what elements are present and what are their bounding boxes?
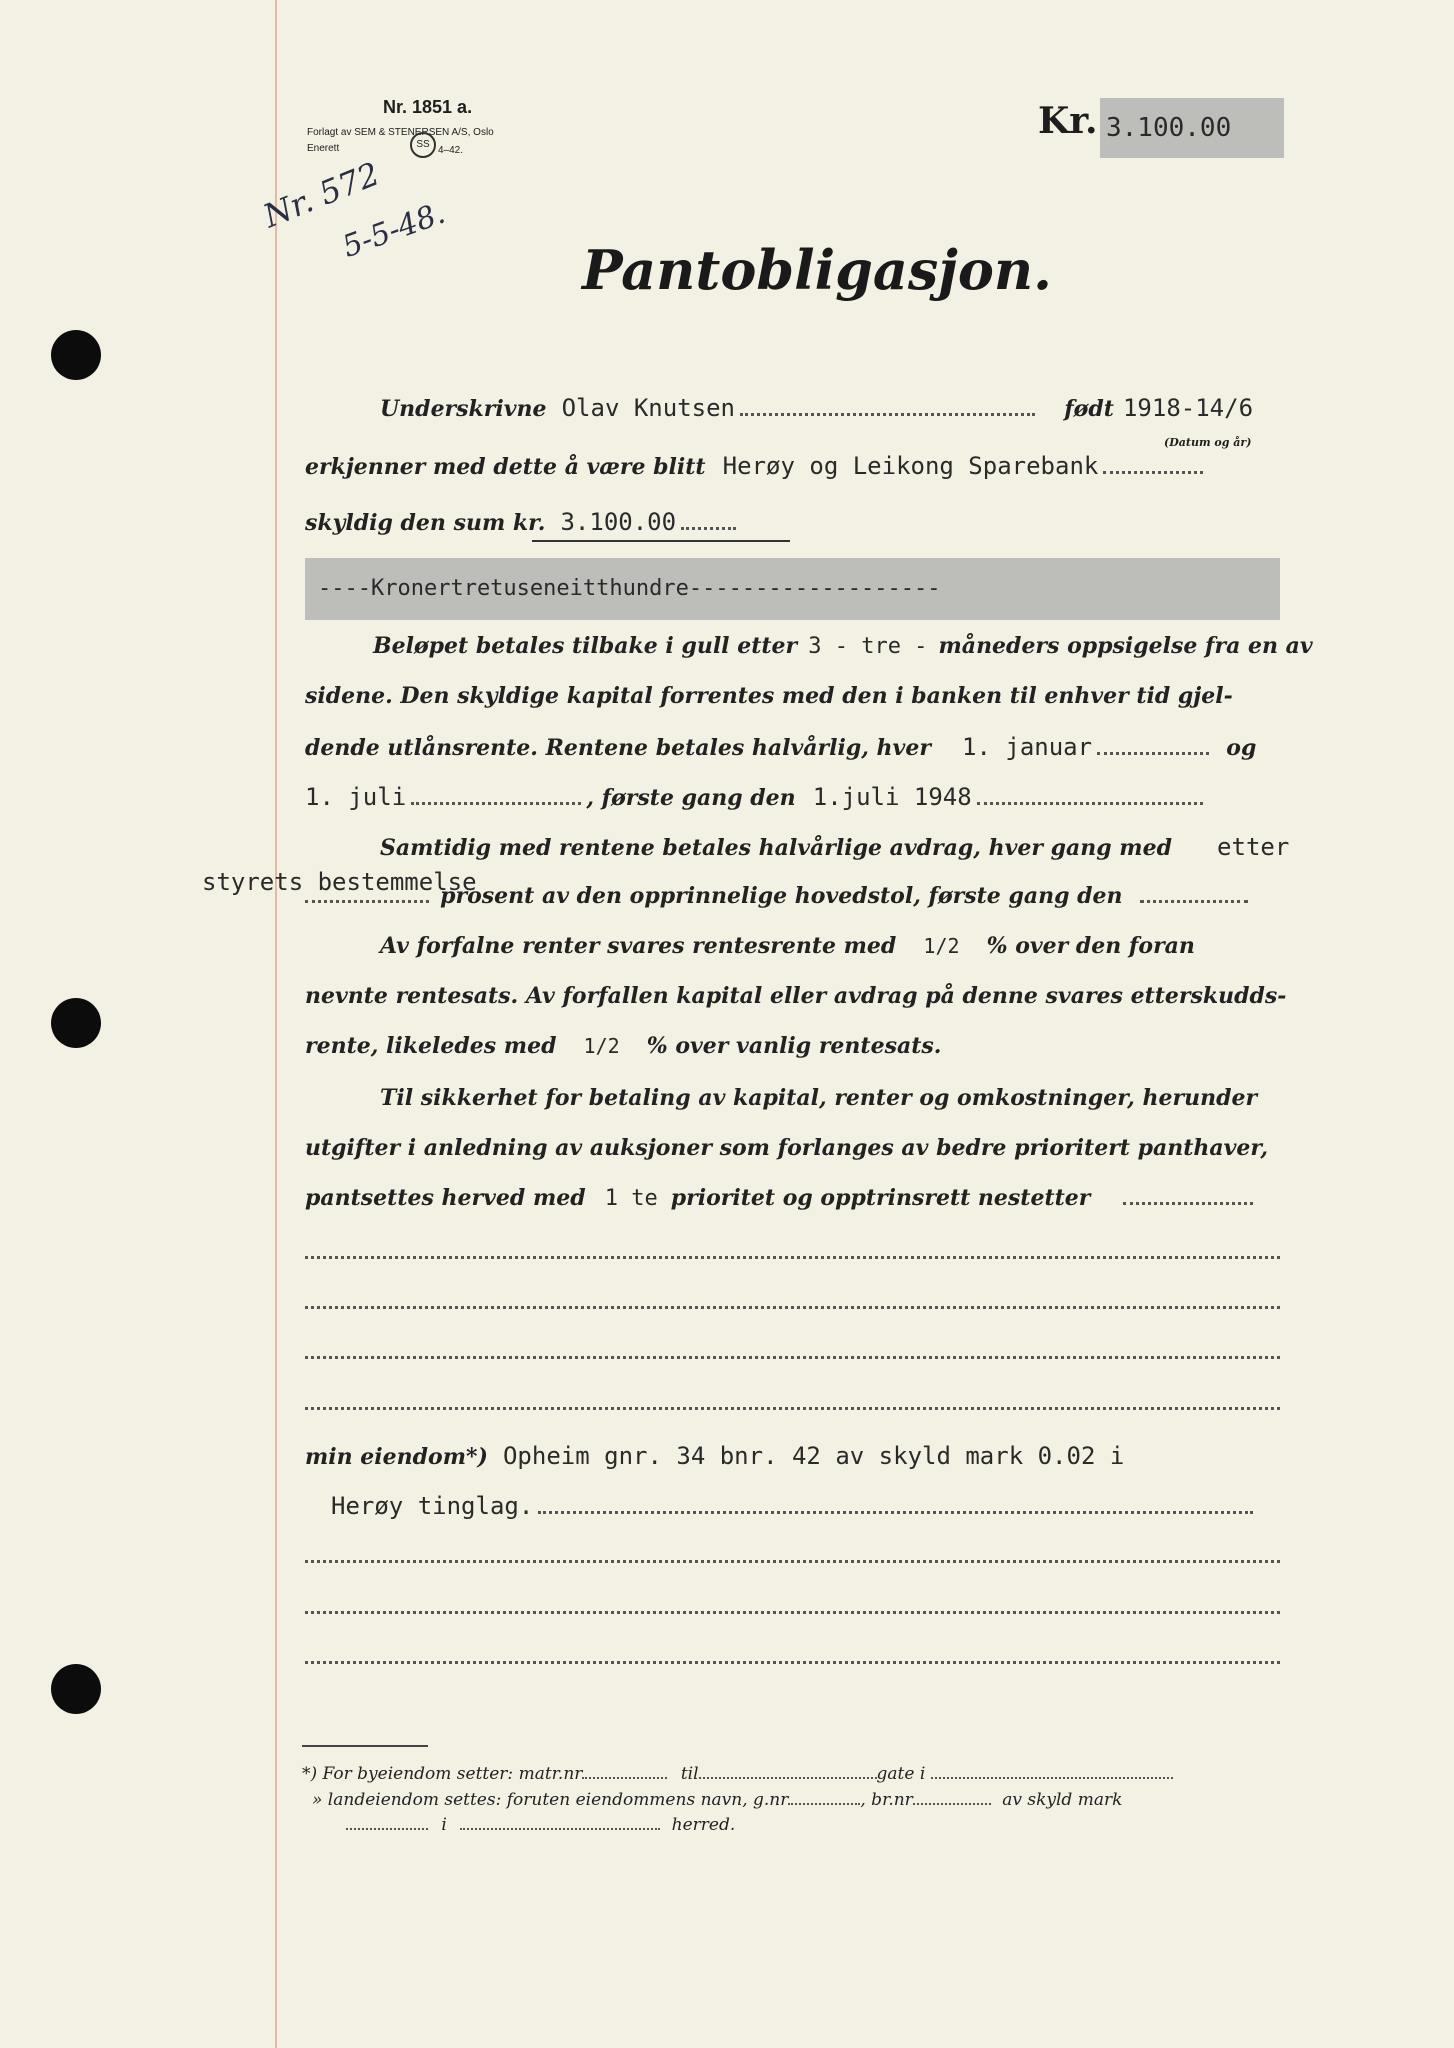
para1-line2: sidene. Den skyldige kapital forrentes med den i banken til enhver tid gjel- xyxy=(305,683,1233,709)
form-number: Nr. 1851 a. xyxy=(383,97,473,117)
publisher-logo: SS xyxy=(410,132,436,158)
para1-line4: 1. juli , første gang den 1.juli 1948 xyxy=(305,783,1280,817)
installment-typed-2: styrets bestemmelse xyxy=(202,868,477,896)
footnote-line3: i herred. xyxy=(346,1815,735,1835)
footnote-line2: » landeiendom settes: foruten eiendommens navn, g.nr , br.nr av skyld mark xyxy=(312,1790,1123,1810)
installment-typed: etter xyxy=(1217,833,1290,861)
footnote-rule xyxy=(302,1745,428,1747)
sum-value: 3.100.00 xyxy=(560,508,677,536)
compound-rate: 1/2 xyxy=(923,934,960,958)
punch-hole xyxy=(51,1664,101,1714)
blank-line xyxy=(305,1560,1280,1563)
property-line xyxy=(305,1442,1280,1476)
property-line-2 xyxy=(305,1492,1280,1526)
first-interest-date: 1. januar xyxy=(962,733,1093,761)
amount-label: Kr. xyxy=(1038,100,1098,142)
blank-line xyxy=(305,1611,1280,1614)
born-label: født xyxy=(1064,396,1114,422)
property-value-2: Herøy tinglag. xyxy=(331,1492,534,1520)
print-date: 4–42. xyxy=(438,145,464,156)
blank-line xyxy=(305,1661,1280,1664)
para2-line2: prosent av den opprinnelige hovedstol, første gang den xyxy=(305,883,1280,917)
default-rate: 1/2 xyxy=(583,1034,620,1058)
footnote-line1: *) For byeiendom setter: matr.nr til gate i xyxy=(302,1764,1173,1784)
blank-line xyxy=(305,1407,1280,1410)
para4-line1: Til sikkerhet for betaling av kapital, renter og omkostninger, herunder xyxy=(380,1085,1258,1111)
handwritten-number: Nr. 572 xyxy=(258,154,385,236)
debtor-label: Underskrivne xyxy=(380,396,547,422)
sum-underline xyxy=(532,540,790,542)
blank-line xyxy=(305,1256,1280,1259)
date-hint: (Datum og år) xyxy=(1164,436,1252,449)
margin-rule xyxy=(275,0,277,2048)
handwritten-date: 5-5-48. xyxy=(338,195,450,265)
para4-line2: utgifter i anledning av auksjoner som forlanges av bedre prioritert panthaver, xyxy=(305,1135,1269,1161)
amount-value: 3.100.00 xyxy=(1106,113,1232,143)
debtor-line xyxy=(305,394,1280,428)
sum-line xyxy=(305,508,1280,542)
document-title: Pantobligasjon. xyxy=(582,238,1052,302)
para2-line1: Samtidig med rentene betales halvårlige avdrag, hver gang med etter xyxy=(380,833,1290,861)
born-value: 1918-14/6 xyxy=(1122,394,1254,422)
debtor-name: Olav Knutsen xyxy=(561,394,735,422)
rights-label: Enerett xyxy=(307,143,340,154)
para4-line3: pantsettes herved med 1 te prioritet og opptrinsrett nestetter xyxy=(305,1185,1280,1219)
creditor-label: erkjenner med dette å være blitt xyxy=(305,454,706,480)
publisher-line: Forlagt av SEM & STENERSEN A/S, Oslo xyxy=(307,127,494,138)
para3-line1: Av forfalne renter svares rentesrente med 1/2 % over den foran xyxy=(380,933,1195,959)
sum-label: skyldig den sum kr. xyxy=(305,510,546,536)
property-label: min eiendom*) xyxy=(305,1444,488,1470)
punch-hole xyxy=(51,330,101,380)
notice-period: 3 - tre - xyxy=(808,634,928,659)
para1-line1: Beløpet betales tilbake i gull etter 3 - tre - måneders oppsigelse fra en av xyxy=(373,633,1313,659)
para1-line3: dende utlånsrente. Rentene betales halvårlig, hver 1. januar og xyxy=(305,733,1257,761)
priority-value: 1 te xyxy=(604,1186,658,1211)
para3-line3: rente, likeledes med 1/2 % over vanlig rentesats. xyxy=(305,1033,942,1059)
para3-line2: nevnte rentesats. Av forfallen kapital eller avdrag på denne svares etterskudds- xyxy=(305,983,1287,1009)
property-value: Opheim gnr. 34 bnr. 42 av skyld mark 0.02 i xyxy=(502,1442,1125,1470)
first-payment-date: 1.juli 1948 xyxy=(812,783,972,811)
blank-line xyxy=(305,1306,1280,1309)
creditor-name: Herøy og Leikong Sparebank xyxy=(722,452,1099,480)
creditor-line xyxy=(305,452,1280,486)
second-interest-date: 1. juli xyxy=(305,783,407,811)
sum-words: ----Kronertretuseneitthundre------------------- xyxy=(318,576,941,601)
punch-hole xyxy=(51,998,101,1048)
blank-line xyxy=(305,1356,1280,1359)
